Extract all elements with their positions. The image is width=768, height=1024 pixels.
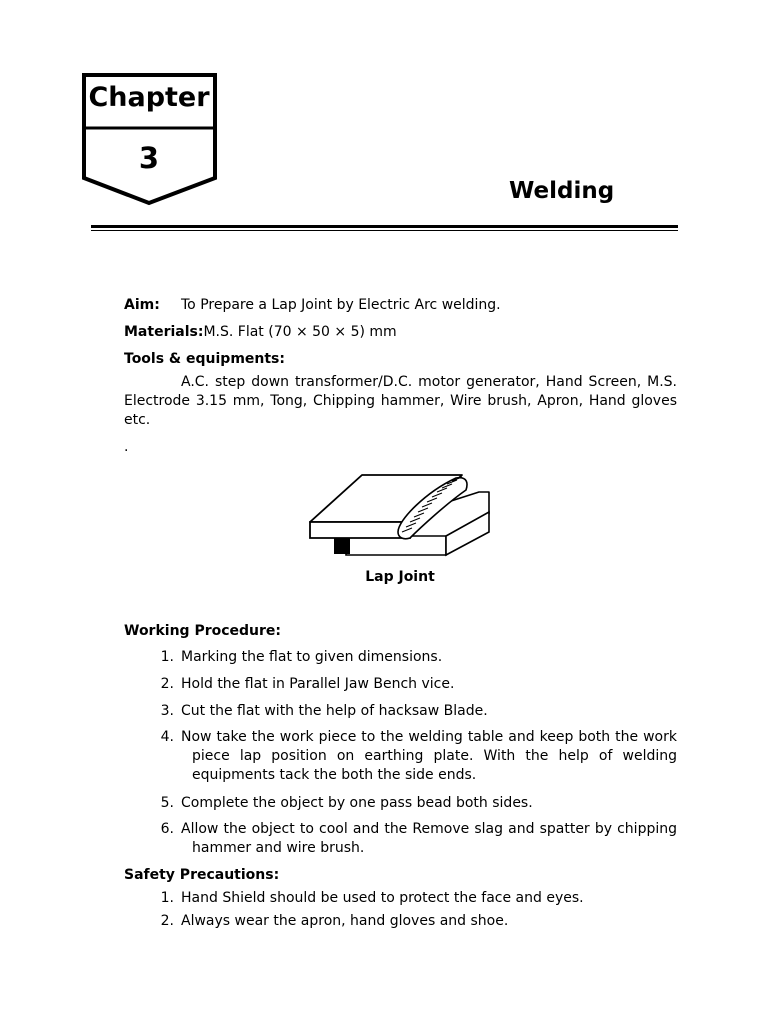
procedure-step-2	[150, 675, 677, 694]
safety-number: 1.	[160, 890, 174, 906]
chapter-number: 3	[138, 141, 160, 175]
tools-trailing-dot: .	[124, 439, 129, 455]
chapter-label: Chapter	[88, 82, 210, 113]
step-text: Allow the object to cool and the Remove slag and spatter by chipping hammer and wire brush.	[181, 821, 677, 856]
header-rule	[91, 225, 678, 228]
safety-item-1	[150, 889, 677, 908]
materials-label: Materials:	[124, 324, 204, 340]
materials-text: M.S. Flat (70 × 50 × 5) mm	[203, 324, 397, 340]
procedure-step-3	[150, 702, 677, 721]
step-text: Now take the work piece to the welding table and keep both the work piece lap position on earthing plate. With the help of welding equipments tack the both the side ends.	[181, 729, 677, 783]
safety-heading: Safety Precautions:	[124, 867, 280, 883]
step-text: Hold the flat in Parallel Jaw Bench vice.	[181, 676, 455, 692]
step-number: 4.	[160, 729, 174, 745]
step-number: 5.	[160, 795, 174, 811]
procedure-step-1	[150, 648, 677, 667]
procedure-step-4	[150, 728, 677, 785]
safety-number: 2.	[160, 913, 174, 929]
step-text: Cut the flat with the help of hacksaw Blade.	[181, 703, 488, 719]
aim-text: To Prepare a Lap Joint by Electric Arc welding.	[181, 297, 501, 313]
step-number: 3.	[160, 703, 174, 719]
step-text: Complete the object by one pass bead both sides.	[181, 795, 533, 811]
step-number: 6.	[160, 821, 174, 837]
safety-item-2	[150, 912, 677, 931]
procedure-heading: Working Procedure:	[124, 623, 282, 639]
materials-line	[124, 323, 397, 342]
lap-joint-figure	[306, 470, 496, 562]
safety-text: Hand Shield should be used to protect the face and eyes.	[181, 890, 584, 906]
step-number: 2.	[160, 676, 174, 692]
procedure-step-6	[150, 820, 677, 858]
header-rule-thin	[91, 230, 678, 231]
tools-text: A.C. step down transformer/D.C. motor generator, Hand Screen, M.S. Electrode 3.15 mm, Tong, Chipping hammer, Wire brush, Apron, Hand gloves etc.	[124, 374, 677, 428]
step-number: 1.	[160, 649, 174, 665]
figure-caption: Lap Joint	[365, 569, 435, 585]
step-text: Marking the flat to given dimensions.	[181, 649, 443, 665]
procedure-step-5	[150, 794, 677, 813]
tools-heading: Tools & equipments:	[124, 351, 285, 367]
aim-label: Aim:	[124, 297, 160, 313]
chapter-title: Welding	[509, 178, 615, 204]
safety-text: Always wear the apron, hand gloves and shoe.	[181, 913, 509, 929]
